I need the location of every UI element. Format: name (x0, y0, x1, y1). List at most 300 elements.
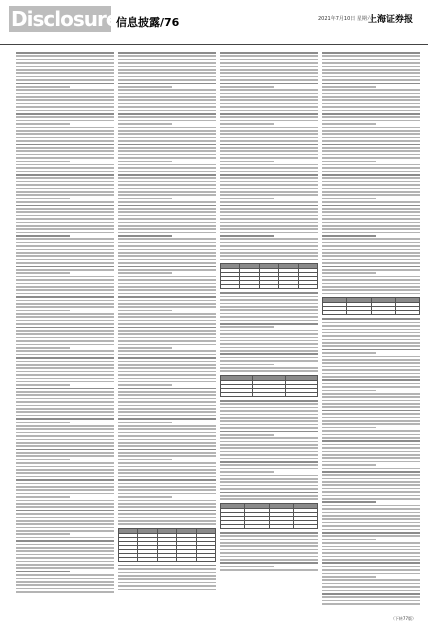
text-line (118, 432, 216, 434)
text-line (220, 316, 318, 318)
text-line (118, 449, 216, 451)
text-line (16, 110, 114, 112)
text-line (322, 242, 420, 244)
text-line (16, 272, 70, 274)
text-line (322, 539, 376, 541)
text-line (16, 154, 114, 156)
page-number: /76 (160, 16, 180, 29)
text-line (118, 425, 216, 427)
text-line (16, 581, 114, 583)
text-line (220, 492, 318, 494)
text-line (118, 422, 172, 424)
text-line (322, 515, 420, 517)
text-line (322, 113, 420, 115)
text-line (118, 164, 216, 166)
text-line (118, 388, 216, 390)
text-line (118, 52, 216, 54)
text-line (16, 466, 114, 468)
text-line (322, 383, 420, 385)
text-line (118, 296, 216, 298)
text-line (322, 164, 420, 166)
text-line (16, 123, 70, 125)
table-cell (259, 285, 278, 289)
text-line (220, 556, 318, 558)
body-text-block (220, 52, 318, 571)
text-line (118, 483, 216, 485)
text-line (322, 235, 376, 237)
text-line (16, 310, 70, 312)
text-line (322, 457, 420, 459)
text-line (118, 222, 216, 224)
text-line (118, 439, 216, 441)
text-line (220, 89, 318, 91)
table-cell (138, 557, 157, 561)
text-line (16, 191, 114, 193)
text-line (220, 475, 318, 477)
text-line (16, 479, 114, 481)
text-line (220, 113, 318, 115)
text-line (322, 252, 420, 254)
text-line (16, 211, 114, 213)
text-line (118, 300, 216, 302)
text-line (220, 120, 318, 122)
text-line (322, 59, 420, 61)
text-line (118, 157, 216, 159)
text-column-3 (220, 52, 318, 610)
text-line (16, 388, 114, 390)
text-line (322, 600, 420, 602)
text-line (118, 235, 172, 237)
text-line (322, 345, 420, 347)
data-table (322, 297, 420, 315)
text-line (16, 432, 114, 434)
text-line (322, 276, 420, 278)
text-line (118, 174, 216, 176)
text-line (16, 486, 114, 488)
text-line (118, 211, 216, 213)
text-line (220, 123, 274, 125)
text-line (322, 366, 420, 368)
text-line (118, 462, 216, 464)
text-line (220, 485, 318, 487)
text-line (16, 500, 114, 502)
text-line (322, 103, 420, 105)
text-line (118, 208, 216, 210)
text-line (220, 347, 318, 349)
text-line (322, 279, 420, 281)
text-line (16, 76, 114, 78)
text-column-2 (118, 52, 216, 610)
text-line (16, 408, 114, 410)
text-line (16, 89, 114, 91)
text-line (322, 576, 376, 578)
text-line (118, 255, 216, 257)
text-line (322, 468, 420, 470)
text-line (16, 171, 114, 173)
text-line (220, 249, 318, 251)
text-line (322, 55, 420, 57)
text-line (220, 407, 318, 409)
text-line (118, 249, 216, 251)
text-line (16, 303, 114, 305)
text-line (322, 440, 420, 442)
text-line (118, 585, 216, 587)
text-line (118, 418, 216, 420)
text-line (322, 532, 420, 534)
text-line (322, 154, 420, 156)
text-line (118, 589, 216, 591)
text-line (220, 532, 318, 534)
text-line (322, 498, 420, 500)
text-line (118, 496, 172, 498)
text-line (16, 174, 114, 176)
text-line (118, 323, 216, 325)
table-cell (119, 557, 138, 561)
text-line (322, 427, 376, 429)
text-line (118, 327, 216, 329)
text-line (220, 228, 318, 230)
text-line (220, 215, 318, 217)
text-line (118, 578, 216, 580)
text-line (16, 201, 114, 203)
text-line (118, 303, 216, 305)
text-line (16, 188, 114, 190)
text-line (16, 103, 114, 105)
text-line (118, 283, 216, 285)
text-line (16, 347, 70, 349)
text-line (220, 320, 318, 322)
text-line (16, 564, 114, 566)
data-table (220, 503, 318, 529)
text-line (220, 427, 318, 429)
text-line (322, 188, 420, 190)
text-line (322, 437, 420, 439)
text-line (322, 559, 420, 561)
text-line (322, 447, 420, 449)
text-line (220, 458, 318, 460)
text-line (16, 476, 114, 478)
text-line (220, 99, 318, 101)
text-line (16, 517, 114, 519)
text-line (16, 506, 114, 508)
text-line (118, 452, 216, 454)
text-line (118, 89, 216, 91)
text-line (322, 335, 420, 337)
text-line (118, 171, 216, 173)
text-line (118, 520, 216, 522)
text-line (322, 481, 420, 483)
text-line (322, 522, 420, 524)
table-cell (157, 557, 176, 561)
text-line (322, 238, 420, 240)
text-line (220, 353, 318, 355)
text-line (118, 510, 216, 512)
text-line (322, 529, 420, 531)
text-line (220, 164, 318, 166)
text-line (118, 466, 216, 468)
text-line (16, 52, 114, 54)
text-line (322, 144, 420, 146)
text-line (118, 106, 216, 108)
text-line (16, 99, 114, 101)
text-line (220, 110, 318, 112)
text-line (322, 349, 420, 351)
table-cell (279, 285, 298, 289)
text-line (118, 205, 216, 207)
text-line (322, 454, 420, 456)
text-line (16, 513, 114, 515)
publication-date: 2021年7月10日 星期六 (318, 16, 372, 22)
text-line (322, 69, 420, 71)
text-line (322, 379, 420, 381)
text-line (322, 552, 420, 554)
text-line (322, 430, 420, 432)
text-line (16, 489, 114, 491)
text-line (118, 225, 216, 227)
text-line (118, 493, 216, 495)
text-line (220, 454, 318, 456)
text-line (322, 269, 420, 271)
text-line (118, 568, 216, 570)
text-line (118, 242, 216, 244)
text-line (16, 181, 114, 183)
text-line (16, 62, 114, 64)
text-line (118, 144, 216, 146)
text-line (118, 191, 216, 193)
text-line (16, 337, 114, 339)
text-line (118, 405, 216, 407)
text-line (16, 405, 114, 407)
text-line (16, 222, 114, 224)
text-line (322, 562, 420, 564)
text-line (16, 161, 70, 163)
text-line (118, 435, 216, 437)
text-line (16, 527, 114, 529)
text-line (322, 406, 420, 408)
text-line (220, 437, 318, 439)
text-line (322, 352, 376, 354)
text-line (220, 116, 318, 118)
body-text-block (16, 52, 114, 593)
text-line (322, 390, 376, 392)
text-line (118, 286, 216, 288)
text-line (118, 113, 216, 115)
text-line (322, 579, 420, 581)
text-line (220, 184, 318, 186)
text-line (118, 371, 216, 373)
text-line (220, 326, 274, 328)
text-line (322, 356, 420, 358)
text-line (118, 384, 172, 386)
text-line (322, 177, 420, 179)
text-line (118, 489, 216, 491)
text-line (118, 293, 216, 295)
text-line (322, 86, 376, 88)
table-cell (221, 524, 245, 528)
text-line (220, 245, 318, 247)
text-line (220, 133, 318, 135)
text-line (220, 313, 318, 315)
text-line (220, 191, 318, 193)
text-line (16, 510, 114, 512)
text-line (322, 410, 420, 412)
text-line (220, 208, 318, 210)
section-title (116, 14, 179, 30)
text-line (16, 371, 114, 373)
text-line (322, 373, 420, 375)
text-line (322, 147, 420, 149)
text-line (322, 339, 420, 341)
text-line (118, 150, 216, 152)
text-line (118, 582, 216, 584)
text-line (322, 393, 420, 395)
text-line (118, 503, 216, 505)
text-line (16, 116, 114, 118)
text-line (16, 255, 114, 257)
text-line (16, 520, 114, 522)
table-cell (323, 311, 347, 315)
text-line (322, 96, 420, 98)
text-line (322, 123, 376, 125)
text-line (16, 127, 114, 129)
text-line (118, 181, 216, 183)
text-line (118, 391, 216, 393)
text-line (16, 374, 114, 376)
text-line (118, 357, 216, 359)
text-line (16, 79, 114, 81)
text-line (220, 424, 318, 426)
text-line (322, 99, 420, 101)
text-line (16, 300, 114, 302)
text-line (118, 269, 216, 271)
text-line (220, 545, 318, 547)
text-line (118, 103, 216, 105)
text-line (16, 367, 114, 369)
text-line (16, 66, 114, 68)
text-line (220, 414, 318, 416)
text-line (118, 330, 216, 332)
table-cell (347, 311, 371, 315)
table-cell (298, 285, 317, 289)
table-row (221, 524, 318, 528)
text-line (16, 333, 114, 335)
text-line (118, 154, 216, 156)
text-line (16, 554, 114, 556)
text-line (16, 584, 114, 586)
text-line (118, 194, 216, 196)
text-line (118, 320, 216, 322)
table-cell (245, 524, 269, 528)
text-line (118, 347, 172, 349)
text-line (118, 374, 216, 376)
text-line (118, 184, 216, 186)
table-cell (253, 393, 285, 397)
text-line (16, 249, 114, 251)
text-line (118, 408, 216, 410)
text-line (322, 318, 420, 320)
text-line (118, 137, 216, 139)
text-line (220, 137, 318, 139)
text-line (118, 110, 216, 112)
text-line (118, 83, 216, 85)
text-line (220, 562, 318, 564)
text-line (322, 167, 420, 169)
text-line (16, 184, 114, 186)
text-line (16, 289, 114, 291)
text-line (220, 154, 318, 156)
text-line (322, 262, 420, 264)
text-line (16, 205, 114, 207)
table-cell (240, 285, 259, 289)
text-line (16, 493, 114, 495)
text-line (118, 442, 216, 444)
text-line (118, 266, 216, 268)
text-line (118, 232, 216, 234)
text-line (16, 533, 70, 535)
text-line (220, 488, 318, 490)
text-line (322, 464, 376, 466)
text-line (16, 418, 114, 420)
text-line (16, 72, 114, 74)
text-line (322, 396, 420, 398)
text-line (118, 306, 216, 308)
text-line (16, 269, 114, 271)
text-line (16, 208, 114, 210)
table-cell (177, 557, 196, 561)
text-line (220, 323, 318, 325)
text-line (220, 62, 318, 64)
text-line (220, 255, 318, 257)
text-line (220, 299, 318, 301)
text-line (118, 62, 216, 64)
text-line (322, 286, 420, 288)
text-line (322, 542, 420, 544)
text-line (16, 364, 114, 366)
text-line (322, 501, 376, 503)
text-line (220, 96, 318, 98)
text-line (16, 439, 114, 441)
text-line (322, 150, 420, 152)
text-line (220, 542, 318, 544)
text-line (16, 530, 114, 532)
text-line (16, 381, 114, 383)
text-line (16, 394, 114, 396)
text-line (16, 544, 114, 546)
text-line (118, 252, 216, 254)
text-line (118, 455, 216, 457)
text-line (16, 150, 114, 152)
text-line (220, 181, 318, 183)
text-line (220, 370, 318, 372)
text-line (322, 566, 420, 568)
text-line (16, 316, 114, 318)
text-line (118, 167, 216, 169)
text-line (322, 133, 420, 135)
text-line (322, 471, 420, 473)
text-line (220, 303, 318, 305)
text-line (322, 386, 420, 388)
text-line (322, 89, 420, 91)
text-line (118, 513, 216, 515)
text-line (118, 279, 216, 281)
text-line (16, 252, 114, 254)
text-line (322, 171, 420, 173)
text-line (322, 198, 376, 200)
text-line (220, 569, 318, 571)
text-line (220, 451, 318, 453)
table-cell (221, 393, 253, 397)
text-line (118, 401, 216, 403)
